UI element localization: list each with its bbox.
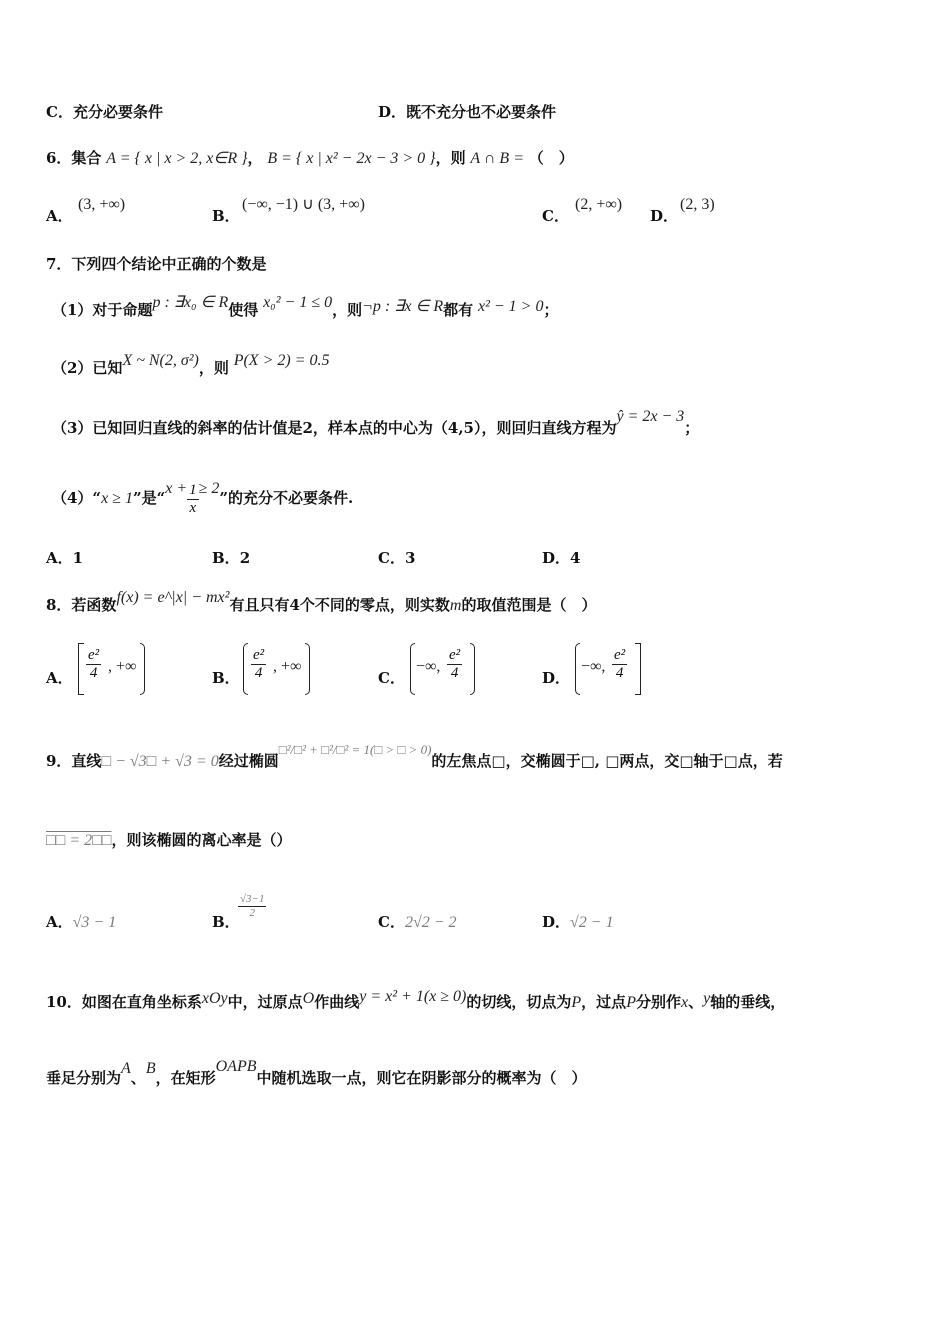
q5-option-d: D．既不充分也不必要条件 bbox=[378, 103, 557, 121]
q6-ask-suffix: （ ） bbox=[528, 149, 574, 167]
q6-option-d-value: (2, 3) bbox=[680, 196, 715, 213]
q8-option-c-bracket-left bbox=[410, 643, 415, 695]
q6-stem bbox=[46, 148, 574, 169]
q8-option-d-bracket-right bbox=[635, 643, 641, 695]
q6-option-c: C． bbox=[542, 207, 569, 225]
q6-ask-prefix: ，则 bbox=[435, 149, 466, 167]
q8-option-b-bracket-right bbox=[305, 643, 310, 695]
q10-stem-line1: 10．如图在直角坐标系xOy中，过原点O作曲线y = x² + 1(x ≥ 0)的切线，切点为P，过点P分别作x、y轴的垂线， bbox=[46, 988, 786, 1011]
q7-statement-3: （3）已知回归直线的斜率的估计值是2，样本点的中心为（4,5），则回归直线方程为ŷ = 2x − 3； bbox=[52, 408, 700, 437]
q9-stem-line2: □□ = 2□□，则该椭圆的离心率是（） bbox=[46, 831, 292, 849]
q5-option-c: C．充分必要条件 bbox=[46, 103, 163, 121]
q6-option-b: B． bbox=[212, 207, 240, 225]
q6-option-a-value: (3, +∞) bbox=[78, 196, 126, 213]
q9-option-c-value: 2√2 − 2 bbox=[404, 914, 457, 931]
q8-option-a-tail: , +∞ bbox=[108, 658, 137, 675]
q7-fraction: $\frac{1}{x}$ bbox=[189, 481, 197, 516]
q7-statement-4: （4）“x ≥ 1”是“x + $\frac{1}{x}$ ≥ 2”的充分不必要条件. bbox=[52, 480, 354, 516]
q9-stem: 9．直线□ − √3□ + √3 = 0经过椭圆□²/□² + □²/□² = 1(□ > □ > 0)的左焦点□，交椭圆于□, □两点，交□轴于□点，若 bbox=[46, 742, 783, 770]
q9-line-expr: □ − √3□ + √3 = 0 bbox=[101, 753, 219, 770]
q9-ellipse-expr: □²/□² + □²/□² = 1(□ > □ > 0) bbox=[278, 742, 432, 757]
q8-option-b-bracket-left bbox=[243, 643, 248, 695]
q8-stem: 8．若函数f(x) = e^|x| − mx²有且只有4个不同的零点，则实数m的取值范围是（ ） bbox=[46, 589, 597, 614]
q6-option-c-value: (2, +∞) bbox=[575, 196, 623, 213]
q7-option-b: B．2 bbox=[212, 549, 251, 567]
q8-option-d: D． bbox=[542, 669, 571, 687]
q8-option-a-fraction: $\frac{\text{e²}}{4}$ bbox=[88, 647, 100, 681]
q8-option-a-bracket-left bbox=[78, 643, 84, 695]
q8-option-b-tail: , +∞ bbox=[273, 658, 302, 675]
q9-vector-expr: □□ = 2□□ bbox=[46, 832, 112, 849]
q9-option-b-fraction: $\frac{√3-1}{2}$ bbox=[240, 893, 265, 919]
q9-option-d-value: √2 − 1 bbox=[570, 914, 614, 931]
q7-option-d: D．4 bbox=[542, 549, 581, 567]
q10-stem-line2: 垂足分别为A、B，在矩形OAPB中随机选取一点，则它在阴影部分的概率为（ ） bbox=[46, 1058, 587, 1087]
q8-option-c-bracket-right bbox=[470, 643, 475, 695]
q9-option-d: D．√2 − 1 bbox=[542, 913, 614, 931]
q9-option-c: C．2√2 − 2 bbox=[378, 913, 457, 931]
q7-statement-2: （2）已知X ~ N(2, σ²)，则 P(X > 2) = 0.5 bbox=[52, 352, 330, 377]
q6-ask-expr: A ∩ B = bbox=[470, 150, 524, 167]
q6-set-a: A = { x | x > 2, x∈R } bbox=[106, 150, 248, 167]
q8-option-a-bracket-right bbox=[140, 643, 145, 695]
q6-option-a: A． bbox=[46, 207, 73, 225]
q9-option-a-value: √3 − 1 bbox=[72, 914, 117, 931]
q7-statement-1: （1）对于命题p : ∃x₀ ∈ R使得 x₀² − 1 ≤ 0，则¬p : ∃x ∈ R都有 x² − 1 > 0； bbox=[52, 294, 559, 319]
q8-option-b-fraction: $\frac{\text{e²}}{4}$ bbox=[253, 647, 265, 681]
q6-prefix: 6．集合 bbox=[46, 149, 102, 167]
q7-option-c: C．3 bbox=[378, 549, 416, 567]
q8-option-c-head: −∞, bbox=[416, 658, 441, 675]
q8-option-c-fraction: $\frac{\text{e²}}{4}$ bbox=[449, 647, 461, 681]
q8-option-b: B． bbox=[212, 669, 240, 687]
q7-stem: 7．下列四个结论中正确的个数是 bbox=[46, 255, 267, 273]
q6-option-d: D． bbox=[650, 207, 679, 225]
q8-option-c: C． bbox=[378, 669, 405, 687]
q8-option-d-head: −∞, bbox=[581, 658, 606, 675]
q8-option-d-bracket-left bbox=[575, 643, 580, 695]
q6-option-b-value: (−∞, −1) ∪ (3, +∞) bbox=[242, 196, 365, 213]
q8-option-a: A． bbox=[46, 669, 73, 687]
q9-option-a: A．√3 − 1 bbox=[46, 913, 117, 931]
q6-comma: ， bbox=[247, 149, 263, 167]
q9-option-b: B． bbox=[212, 913, 240, 931]
q6-set-b: B = { x | x² − 2x − 3 > 0 } bbox=[267, 150, 436, 167]
q8-option-d-fraction: $\frac{\text{e²}}{4}$ bbox=[614, 647, 626, 681]
q7-option-a: A．1 bbox=[46, 549, 84, 567]
